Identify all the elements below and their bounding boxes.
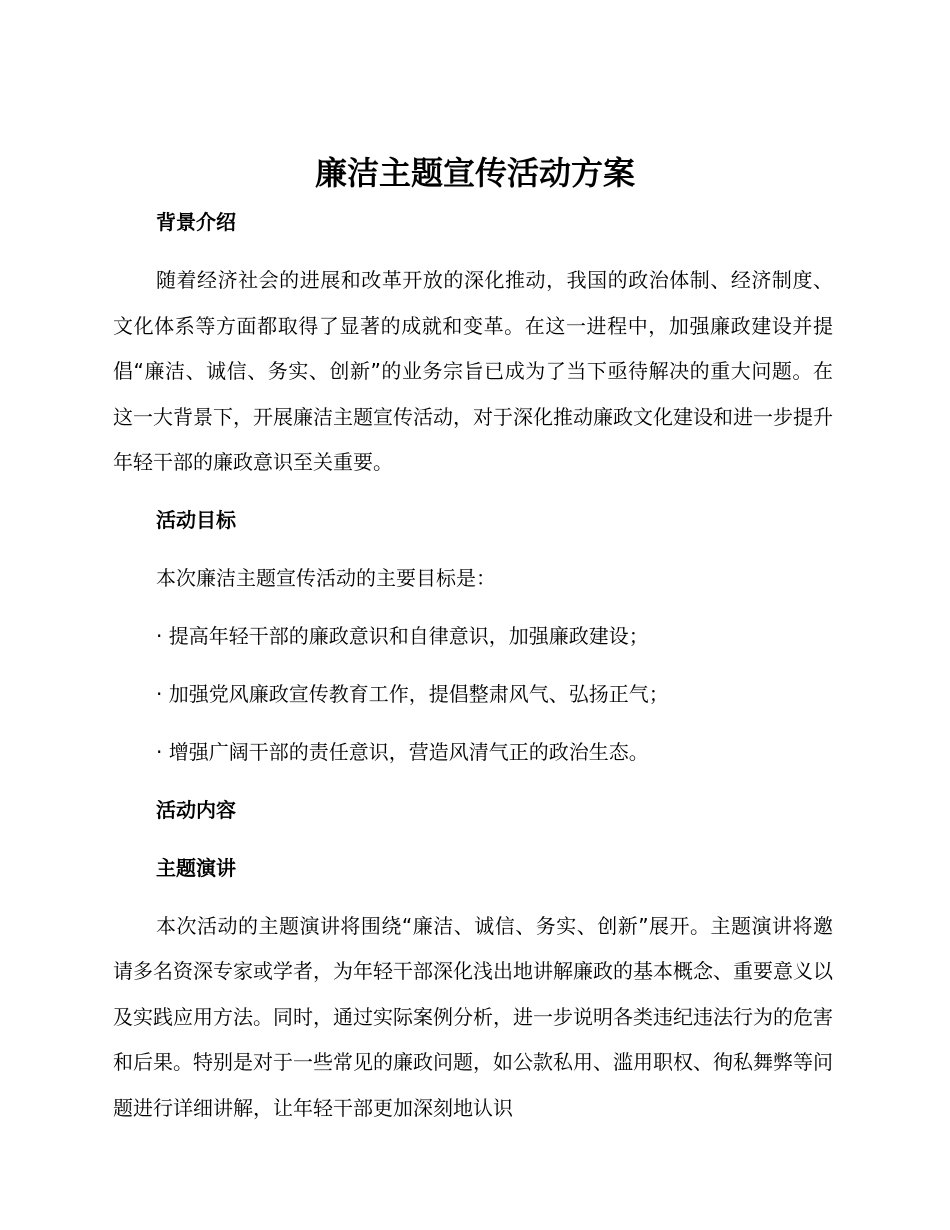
section-heading-background: 背景介绍 <box>156 210 236 234</box>
subsection-heading-speech: 主题演讲 <box>156 855 236 880</box>
paragraph-speech: 本次活动的主题演讲将围绕“廉洁、诚信、务实、创新”展开。主题演讲将邀请多名资深专家或学者，为年轻干部深化浅出地讲解廉政的基本概念、重要意义以及实践应用方法。同时，通过实际案例分析，进一步说明各类违纪违法行为的危害和后果。特别是对于一些常见的廉政问题，如公款私用、滥用职权、徇私舞弊等问题进行详细讲解，让年轻干部更加深刻地认识 <box>113 913 833 1120</box>
document-body <box>113 200 833 1143</box>
document-title: 廉洁主题宣传活动方案 <box>314 154 635 192</box>
goals-intro: 本次廉洁主题宣传活动的主要目标是： <box>156 565 496 590</box>
section-heading-goals: 活动目标 <box>156 507 236 532</box>
goal-item: · 加强党风廉政宣传教育工作，提倡整肃风气、弘扬正气； <box>156 681 669 706</box>
section-heading-content: 活动内容 <box>156 797 236 822</box>
paragraph-background: 随着经济社会的进展和改革开放的深化推动，我国的政治体制、经济制度、文化体系等方面都取得了显著的成就和变革。在这一进程中，加强廉政建设并提倡“廉洁、诚信、务实、创新”的业务宗旨已成为了当下亟待解决的重大问题。在这一大背景下，开展廉洁主题宣传活动，对于深化推动廉政文化建设和进一步提升年轻干部的廉政意识至关重要。 <box>113 268 833 474</box>
goal-item: · 提高年轻干部的廉政意识和自律意识，加强廉政建设； <box>156 623 649 648</box>
goal-item: · 增强广阔干部的责任意识，营造风清气正的政治生态。 <box>156 739 649 764</box>
